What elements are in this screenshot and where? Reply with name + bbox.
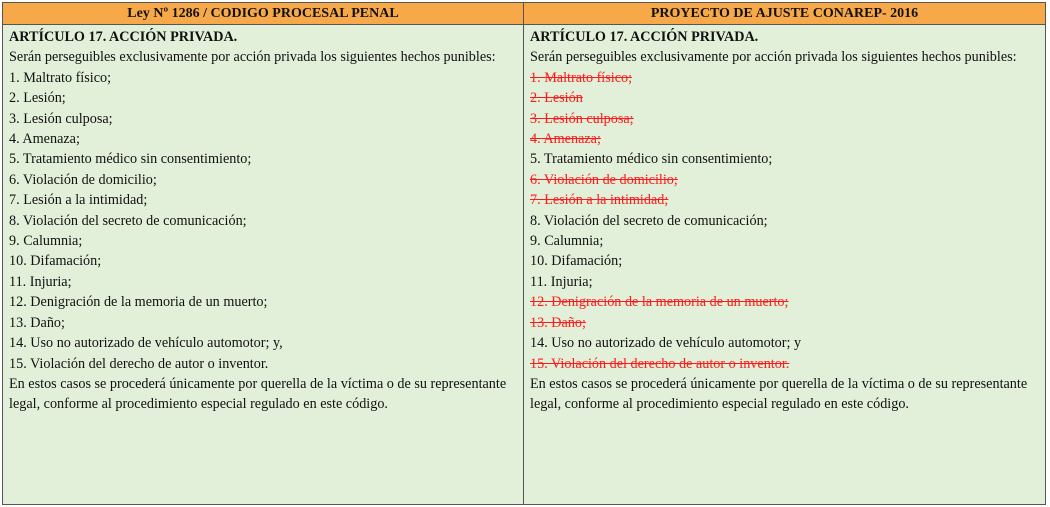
- left-column: [3, 25, 524, 504]
- left-list-item: 2. Lesión;: [9, 90, 66, 107]
- right-article-title: ARTÍCULO 17. ACCIÓN PRIVADA.: [530, 29, 759, 45]
- right-list-item: 8. Violación del secreto de comunicación;: [530, 212, 768, 229]
- left-list-item: 9. Calumnia;: [9, 233, 83, 250]
- left-intro: Serán perseguibles exclusivamente por acción privada los siguientes hechos punibles:: [9, 49, 496, 66]
- right-list-item: 14. Uso no autorizado de vehículo automotor; y: [530, 335, 802, 352]
- left-list-item: 6. Violación de domicilio;: [9, 171, 157, 188]
- left-list-item: 7. Lesión a la intimidad;: [9, 192, 148, 209]
- right-list-item-struck: 4. Amenaza;: [530, 131, 601, 148]
- left-list-item: 11. Injuria;: [9, 273, 72, 290]
- right-list-item: 9. Calumnia;: [530, 233, 604, 250]
- left-list-item: 15. Violación del derecho de autor o inventor.: [9, 355, 269, 372]
- left-column-header: Ley Nº 1286 / CODIGO PROCESAL PENAL: [3, 3, 524, 25]
- right-list-item-struck: 15. Violación del derecho de autor o inventor.: [530, 355, 790, 372]
- left-item-list: [9, 68, 523, 374]
- right-list-item-struck: 6. Violación de domicilio;: [530, 171, 678, 188]
- right-column-header: PROYECTO DE AJUSTE CONAREP- 2016: [524, 3, 1045, 25]
- right-list-item-struck: 13. Daño;: [530, 314, 586, 331]
- right-item-list: [530, 68, 1045, 374]
- right-list-item: 10. Difamación;: [530, 253, 623, 270]
- right-column: [524, 25, 1045, 504]
- right-list-item-struck: 1. Maltrato físico;: [530, 69, 633, 86]
- right-list-item-struck: 3. Lesión culposa;: [530, 110, 634, 127]
- left-list-item: 12. Denigración de la memoria de un muerto;: [9, 294, 268, 311]
- left-list-item: 10. Difamación;: [9, 253, 102, 270]
- right-list-item-struck: 2. Lesión: [530, 90, 583, 107]
- left-closing: En estos casos se procederá únicamente por querella de la víctima o de su representante legal, conforme al procedimiento especial regulado en este código.: [9, 375, 507, 413]
- left-list-item: 3. Lesión culposa;: [9, 110, 113, 127]
- right-closing: En estos casos se procederá únicamente por querella de la víctima o de su representante legal, conforme al procedimiento especial regulado en este código.: [530, 375, 1028, 413]
- comparison-table: [2, 2, 1046, 505]
- right-list-item-struck: 12. Denigración de la memoria de un muerto;: [530, 294, 789, 311]
- left-list-item: 14. Uso no autorizado de vehículo automotor; y,: [9, 335, 283, 352]
- left-list-item: 4. Amenaza;: [9, 131, 80, 148]
- right-list-item-struck: 7. Lesión a la intimidad;: [530, 192, 669, 209]
- left-list-item: 1. Maltrato físico;: [9, 69, 112, 86]
- left-list-item: 8. Violación del secreto de comunicación;: [9, 212, 247, 229]
- right-list-item: 5. Tratamiento médico sin consentimiento;: [530, 151, 773, 168]
- left-list-item: 13. Daño;: [9, 314, 65, 331]
- left-article-title: ARTÍCULO 17. ACCIÓN PRIVADA.: [9, 29, 238, 45]
- right-list-item: 11. Injuria;: [530, 273, 593, 290]
- right-intro: Serán perseguibles exclusivamente por acción privada los siguientes hechos punibles:: [530, 49, 1017, 66]
- left-list-item: 5. Tratamiento médico sin consentimiento;: [9, 151, 252, 168]
